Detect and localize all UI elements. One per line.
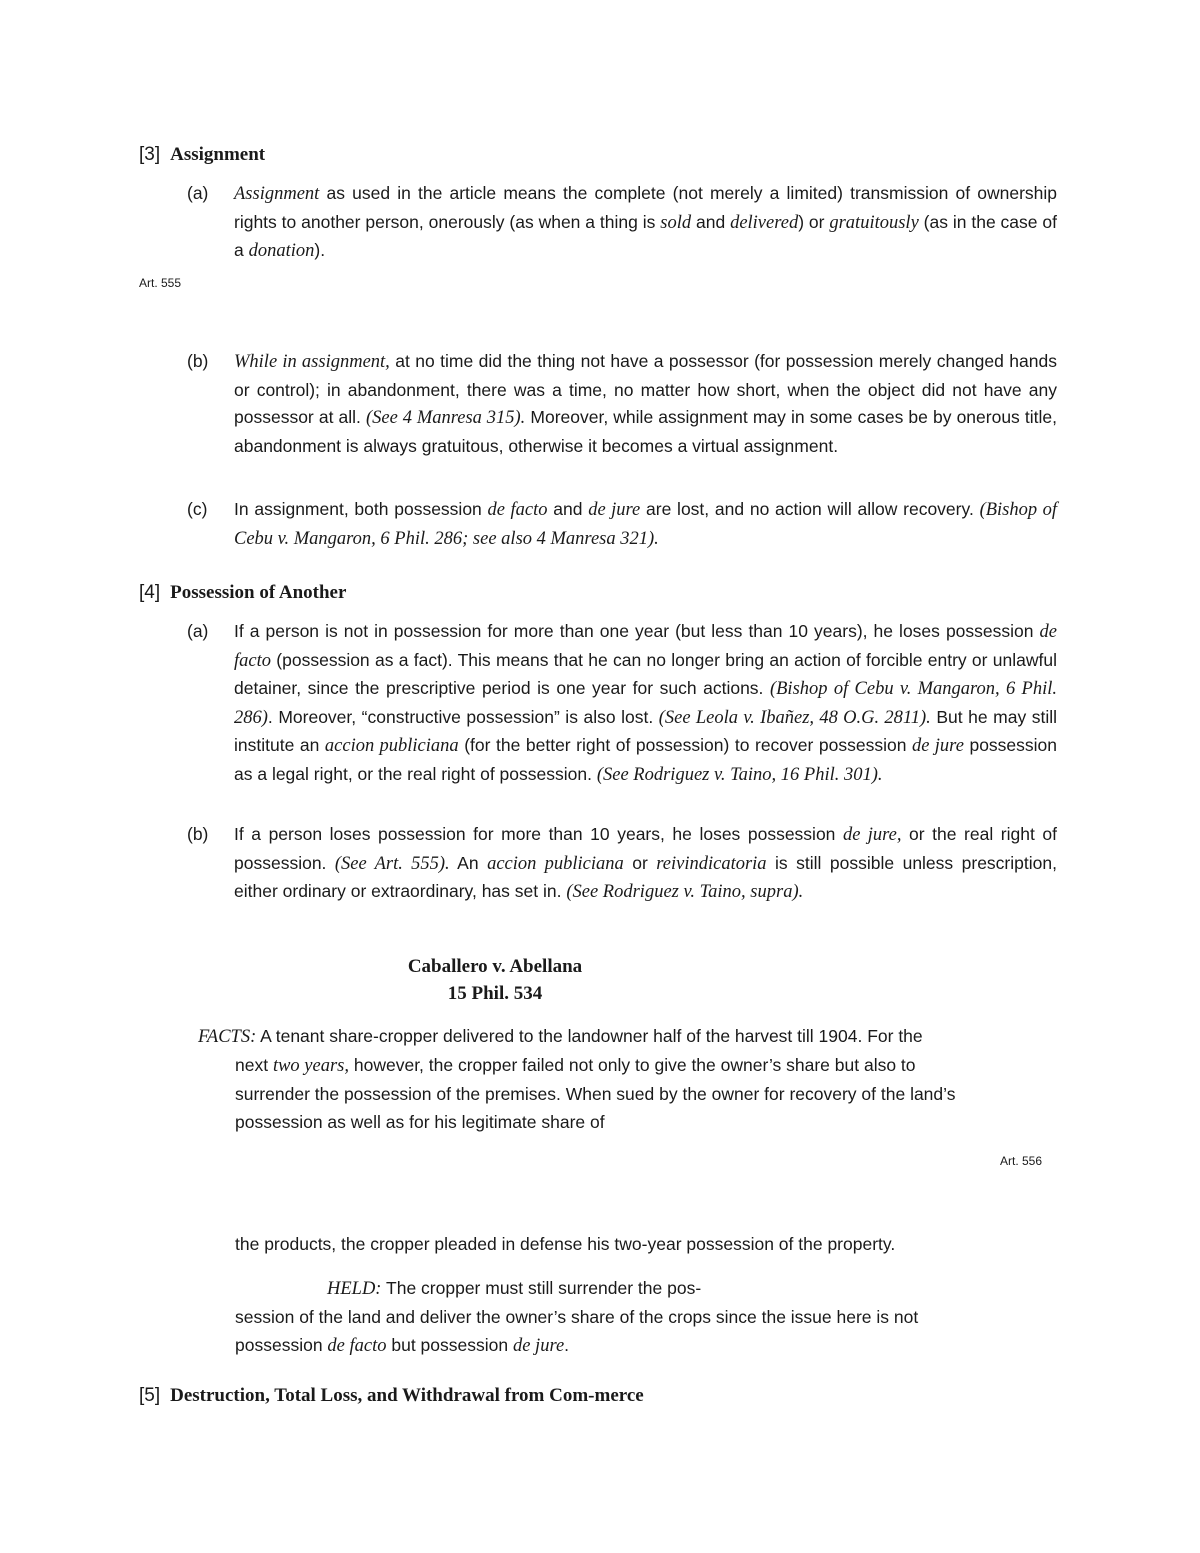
text: If a person is not in possession for more than one year (but less than 10 years), he loses possession [234,621,1040,641]
facts-line [198,1051,955,1080]
text: A tenant share-cropper delivered to the landowner half of the harvest till 1904. For the [256,1026,923,1046]
item-text [234,348,1057,460]
text: and [547,499,589,519]
term: Assignment [234,184,320,204]
term: de facto [327,1336,387,1356]
citation: (See Rodriguez v. Taino, 16 Phil. 301). [596,764,883,785]
case-facts-continued [235,1230,895,1258]
article-marker: Art. 556 [1000,1154,1043,1168]
item-text [234,496,1057,553]
text: is still possible unless prescription, either ordinary or extraordinary, has set in. [234,852,1057,901]
text: The cropper must still surrender the pos- [381,1278,702,1298]
section-title: Possession of Another [170,582,347,603]
held-label: HELD: [327,1279,382,1299]
section-number: [3] [139,144,161,165]
held-line [235,1331,918,1360]
text: at no time did the thing not have a possessor (for possession merely changed hands or control); in abandonment, there was a time, no matter how short, when the object did not have any possessor at all. [234,351,1057,427]
citation: (See 4 Manresa 315). [366,408,526,428]
text: . Moreover, “constructive possession” is also lost. [267,706,659,727]
text: . [564,1335,570,1355]
text: (as in the case of a [234,211,1057,260]
text: (possession as a fact). This means that he can no longer bring an action of forcible entry or unlawful detainer, since the prescriptive period is one year for such actions. [234,649,1057,698]
citation: (See Art. 555). [334,853,450,874]
text: next [235,1055,273,1075]
term: While in assignment, [234,352,390,372]
case-citation: 15 Phil. 534 [447,983,543,1004]
term: de facto [234,622,1057,671]
text: however, the cropper failed not only to give the owner’s share but also to [349,1055,916,1075]
held-line [235,1274,918,1303]
item-label: (b) [187,824,209,844]
facts-line: surrender the possession of the premises. When sued by the owner for recovery of the land’s [235,1084,956,1104]
term: gratuitously [829,212,919,233]
item-label: (a) [187,621,209,641]
item-text [234,821,1057,907]
text: but possession [386,1335,513,1355]
text: or the real right of possession. [234,824,1057,873]
citation: (See Leola v. Ibañez, 48 O.G. 2811). [658,707,931,728]
text: If a person loses possession for more than 10 years, he loses possession [234,824,843,844]
citation: (See Rodriguez v. Taino, supra). [566,882,804,902]
facts-line: the products, the cropper pleaded in defense his two-year possession of the property. [235,1234,896,1254]
term: de jure [512,1336,565,1356]
text: ). [314,240,326,260]
term: reivindicatoria [656,853,767,874]
item-label: (b) [187,351,209,371]
case-facts [198,1022,955,1136]
item-text [234,618,1057,789]
term: two years, [272,1056,350,1076]
section-title: Destruction, Total Loss, and Withdrawal from Com-merce [170,1385,644,1406]
item-label: (c) [187,499,208,519]
case-heading [330,953,660,1007]
text: Moreover, while assignment may in some cases be by onerous title, abandonment is always gratuitous, otherwise it becomes a virtual assignment. [234,407,1058,456]
section-5-heading [139,1383,644,1409]
text: (for the better right of possession) to recover possession [458,735,913,755]
text: In assignment, both possession [234,499,488,519]
text: as used in the article means the complete (not merely a limited) transmission of ownership rights to another person, onerously (as when a thing is [234,183,1057,232]
term: accion publiciana [324,736,459,756]
case-name: Caballero v. Abellana [407,956,583,977]
citation: (Bishop of Cebu v. Mangaron, 6 Phil. 286) [234,679,1057,728]
term: delivered [730,212,799,233]
section-title: Assignment [170,144,266,165]
held-line: session of the land and deliver the owner’s share of the crops since the issue here is not [235,1307,919,1327]
text: possession as a legal right, or the real right of possession. [234,735,1058,784]
term: de jure, [842,825,902,845]
item-text [234,180,1057,266]
term: de facto [487,500,548,520]
text: ) or [798,211,830,232]
term: de jure [588,500,641,520]
facts-line: possession as well as for his legitimate share of [235,1112,605,1132]
section-3-heading [139,142,265,168]
facts-label: FACTS: [198,1027,257,1047]
article-marker: Art. 555 [139,276,182,290]
text: An [449,852,488,873]
text: and [691,211,731,232]
case-held [235,1274,918,1360]
section-number: [4] [139,582,161,603]
term: accion publiciana [487,853,624,874]
citation: (Bishop of Cebu v. Mangaron, 6 Phil. 286; see also 4 Manresa 321). [234,500,1058,549]
term: sold [660,212,692,233]
facts-line [198,1022,955,1051]
text: are lost, and no action will allow recovery. [640,499,980,519]
text: But he may still institute an [234,706,1057,755]
term: donation [248,241,315,261]
section-4-heading [139,580,346,606]
text: possession [235,1335,328,1355]
section-number: [5] [139,1385,161,1406]
term: de jure [912,736,964,756]
text: or [623,852,657,873]
item-label: (a) [187,183,209,203]
